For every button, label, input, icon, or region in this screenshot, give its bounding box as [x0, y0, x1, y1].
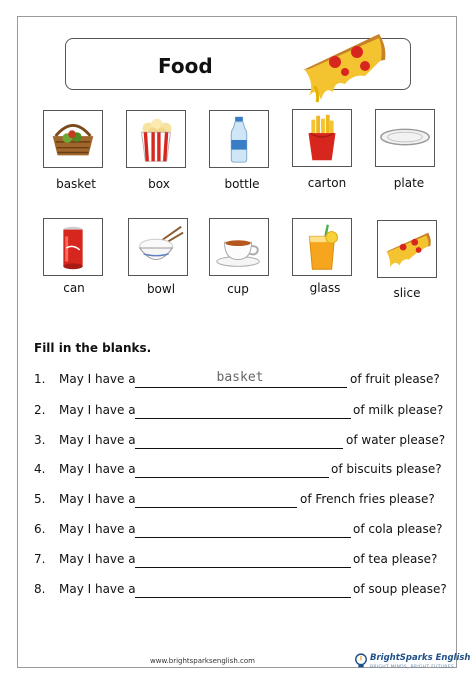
juice-glass-icon: [293, 219, 351, 275]
box-tile: [126, 110, 186, 168]
plate-tile: [375, 109, 435, 167]
brand-logo: [354, 651, 471, 675]
water-bottle-icon: [210, 111, 268, 167]
question-suffix: of French fries please?: [300, 492, 435, 506]
popcorn-box-icon: [127, 111, 185, 167]
rice-bowl-icon: [129, 219, 187, 275]
question-suffix: of tea please?: [353, 552, 438, 566]
logo-text: BrightSparks English: [370, 653, 471, 663]
question-prefix: May I have a: [59, 522, 136, 536]
cola-can-icon: [44, 219, 102, 275]
answer-blank[interactable]: [135, 522, 351, 538]
basket-tile: [43, 110, 103, 168]
question-row-3: [34, 433, 444, 451]
question-row-1: [34, 372, 444, 390]
question-row-8: [34, 582, 447, 600]
question-prefix: May I have a: [59, 372, 136, 386]
item-label-bottle: bottle: [224, 177, 260, 191]
question-suffix: of water please?: [346, 433, 446, 447]
question-suffix: of fruit please?: [350, 372, 440, 386]
question-number: 4.: [34, 462, 46, 476]
answer-blank[interactable]: [135, 462, 329, 478]
fries-carton-icon: [293, 110, 351, 166]
question-prefix: May I have a: [59, 582, 136, 596]
pizza-slice-icon: [295, 26, 391, 104]
basket-icon: [44, 111, 102, 167]
cup-tile: [209, 218, 269, 276]
question-prefix: May I have a: [59, 462, 136, 476]
question-prefix: May I have a: [59, 492, 136, 506]
carton-tile: [292, 109, 352, 167]
question-number: 7.: [34, 552, 46, 566]
bottle-tile: [209, 110, 269, 168]
sample-answer: basket: [216, 370, 264, 385]
question-suffix: of milk please?: [353, 403, 444, 417]
question-row-6: [34, 522, 444, 540]
item-label-box: box: [148, 177, 170, 191]
tea-cup-icon: [210, 219, 268, 275]
question-number: 3.: [34, 433, 46, 447]
answer-blank[interactable]: [135, 492, 297, 508]
item-label-carton: carton: [307, 176, 347, 190]
item-label-bowl: bowl: [146, 282, 176, 296]
question-row-2: [34, 403, 444, 421]
answer-blank[interactable]: [135, 552, 351, 568]
question-number: 2.: [34, 403, 46, 417]
pizza-slice-icon: [378, 221, 436, 277]
question-row-4: [34, 462, 444, 480]
question-prefix: May I have a: [59, 433, 136, 447]
page-title: Food: [158, 54, 213, 78]
item-label-can: can: [63, 281, 85, 295]
item-label-plate: plate: [393, 176, 425, 190]
footer-url[interactable]: www.brightsparksenglish.com: [150, 657, 255, 665]
item-label-basket: basket: [56, 177, 96, 191]
item-label-slice: slice: [393, 286, 421, 300]
lightbulb-icon: [354, 652, 368, 672]
can-tile: [43, 218, 103, 276]
question-suffix: of biscuits please?: [331, 462, 442, 476]
question-number: 6.: [34, 522, 46, 536]
answer-blank[interactable]: [135, 403, 351, 419]
answer-blank[interactable]: [135, 582, 351, 598]
plate-icon: [376, 110, 434, 166]
item-label-cup: cup: [227, 282, 249, 296]
slice-tile: [377, 220, 437, 278]
question-prefix: May I have a: [59, 403, 136, 417]
logo-tagline: BRIGHT MINDS, BRIGHT FUTURES: [370, 665, 455, 670]
question-number: 1.: [34, 372, 46, 386]
exercise-heading: Fill in the blanks.: [34, 341, 152, 355]
item-label-glass: glass: [309, 281, 341, 295]
glass-tile: [292, 218, 352, 276]
bowl-tile: [128, 218, 188, 276]
question-suffix: of cola please?: [353, 522, 443, 536]
question-suffix: of soup please?: [353, 582, 447, 596]
answer-blank[interactable]: [135, 433, 343, 449]
question-row-5: [34, 492, 444, 510]
question-number: 5.: [34, 492, 46, 506]
question-prefix: May I have a: [59, 552, 136, 566]
question-number: 8.: [34, 582, 46, 596]
question-row-7: [34, 552, 444, 570]
